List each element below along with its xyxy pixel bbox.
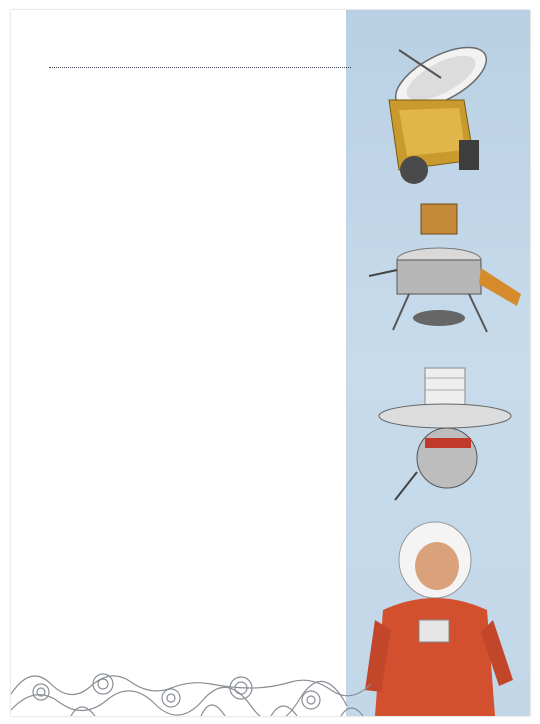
mercury-probe-illustration [369, 198, 525, 350]
leader-dots [49, 56, 351, 68]
toc-section-heading[interactable] [47, 56, 353, 74]
venera-lander-illustration [375, 360, 525, 510]
table-of-contents [47, 46, 353, 74]
decorative-swirl-border [11, 654, 530, 716]
new-horizons-probe-illustration [359, 30, 509, 190]
book-page [11, 10, 530, 716]
